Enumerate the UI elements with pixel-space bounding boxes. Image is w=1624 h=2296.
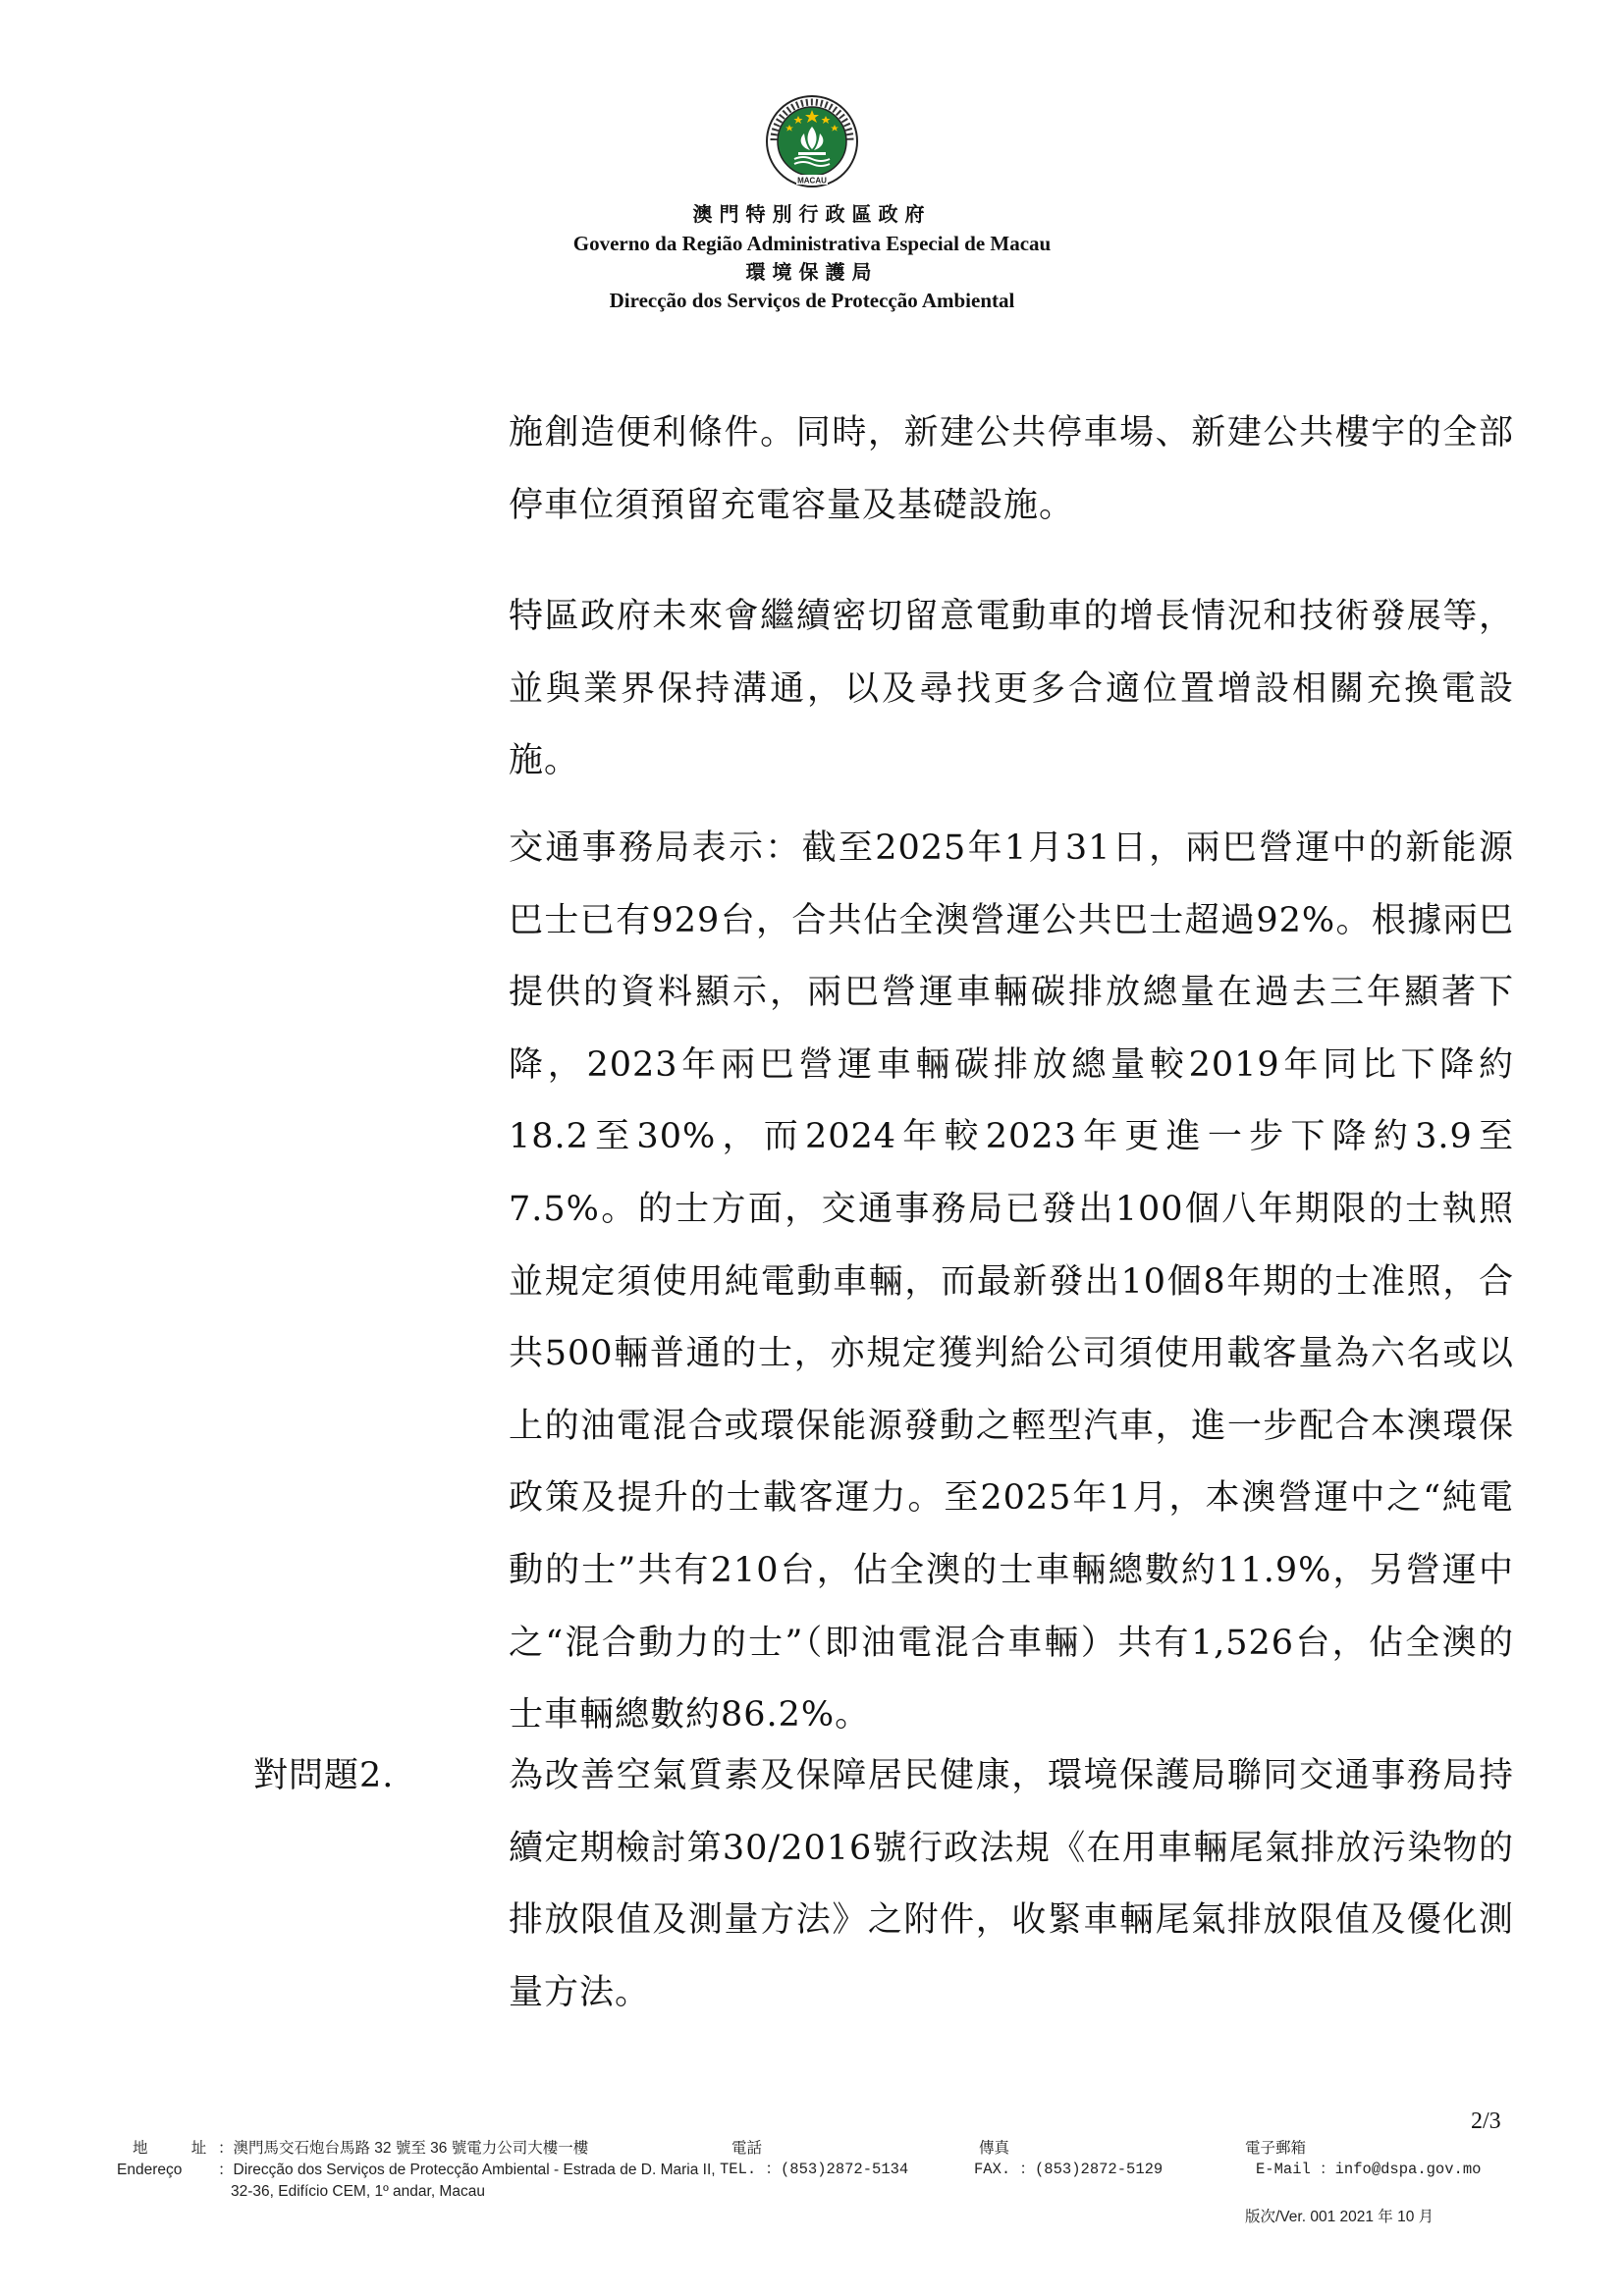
fax-number: FAX. ：(853)2872-5129 — [974, 2161, 1164, 2178]
question-label: 對問題2. — [253, 1756, 395, 1795]
letterhead — [0, 94, 1624, 311]
email-address: E-Mail ：info@dspa.gov.mo — [1256, 2161, 1482, 2178]
address-pt-line1: ：Direcção dos Serviços de Protecção Ambiental - Estrada de D. Maria II, — [218, 2162, 716, 2178]
page-number: 2/3 — [1471, 2109, 1501, 2134]
question-answer: 為改善空氣質素及保障居民健康，環境保護局聯同交通事務局持續定期檢討第30/2016號行政法規《在用車輛尾氣排放污染物的排放限值及測量方法》之附件，收緊車輛尾氣排放限值及優化測量方法。 — [509, 1756, 1514, 2012]
body-paragraph: 施創造便利條件。同時，新建公共停車場、新建公共樓宇的全部停車位須預留充電容量及基礎設施。 — [509, 413, 1514, 525]
version-info: 版次/Ver. 001 2021 年 10 月 — [1245, 2209, 1435, 2225]
emblem-text: MACAU — [797, 176, 827, 186]
department-name-pt: Direcção dos Serviços de Protecção Ambiental — [609, 289, 1015, 312]
department-name-zh: 環境保護局 — [745, 260, 879, 284]
address-zh: ：澳門馬交石炮台馬路 32 號至 36 號電力公司大樓一樓 — [218, 2140, 589, 2157]
fax-label-zh: 傳真 — [979, 2140, 1010, 2157]
address-label-zh: 地 址 — [133, 2140, 227, 2157]
tel-number: TEL. ：(853)2872-5134 — [720, 2161, 909, 2178]
address-pt-line2: 32-36, Edifício CEM, 1º andar, Macau — [231, 2183, 485, 2200]
body-paragraph: 特區政府未來會繼續密切留意電動車的增長情況和技術發展等，並與業界保持溝通，以及尋找更多合適位置增設相關充換電設施。 — [509, 597, 1514, 781]
tel-label-zh: 電話 — [731, 2140, 763, 2157]
government-name-pt: Governo da Região Administrativa Especial de Macau — [572, 232, 1052, 255]
government-name-zh: 澳門特別行政區政府 — [692, 202, 932, 226]
footer — [0, 2135, 1624, 2253]
address-label-pt: Endereço — [117, 2162, 183, 2178]
macau-emblem-icon — [765, 94, 859, 188]
body-paragraph: 交通事務局表示：截至2025年1月31日，兩巴營運中的新能源巴士已有929台，合共佔全澳營運公共巴士超過92%。根據兩巴提供的資料顯示，兩巴營運車輛碳排放總量在過去三年顯著下降，2023年兩巴營運車輛碳排放總量較2019年同比下降約18.2至30%，而2024年較2023年更進一步下降約3.9至7.5%。的士方面，交通事務局已發出100個八年期限的士執照並規定須使用純電動車輛，而最新發出10個8年期的士准照，合共500輛普通的士，亦規定獲判給公司須使用載客量為六名或以上的油電混合或環保能源發動之輕型汽車，進一步配合本澳環保政策及提升的士載客運力。至2025年1月，本澳營運中之“純電動的士”共有210台，佔全澳的士車輛總數約11.9%，另營運中之“混合動力的士”（即油電混合車輛）共有1,526台，佔全澳的士車輛總數約86.2%。 — [509, 828, 1514, 1735]
email-label-zh: 電子郵箱 — [1245, 2140, 1307, 2157]
